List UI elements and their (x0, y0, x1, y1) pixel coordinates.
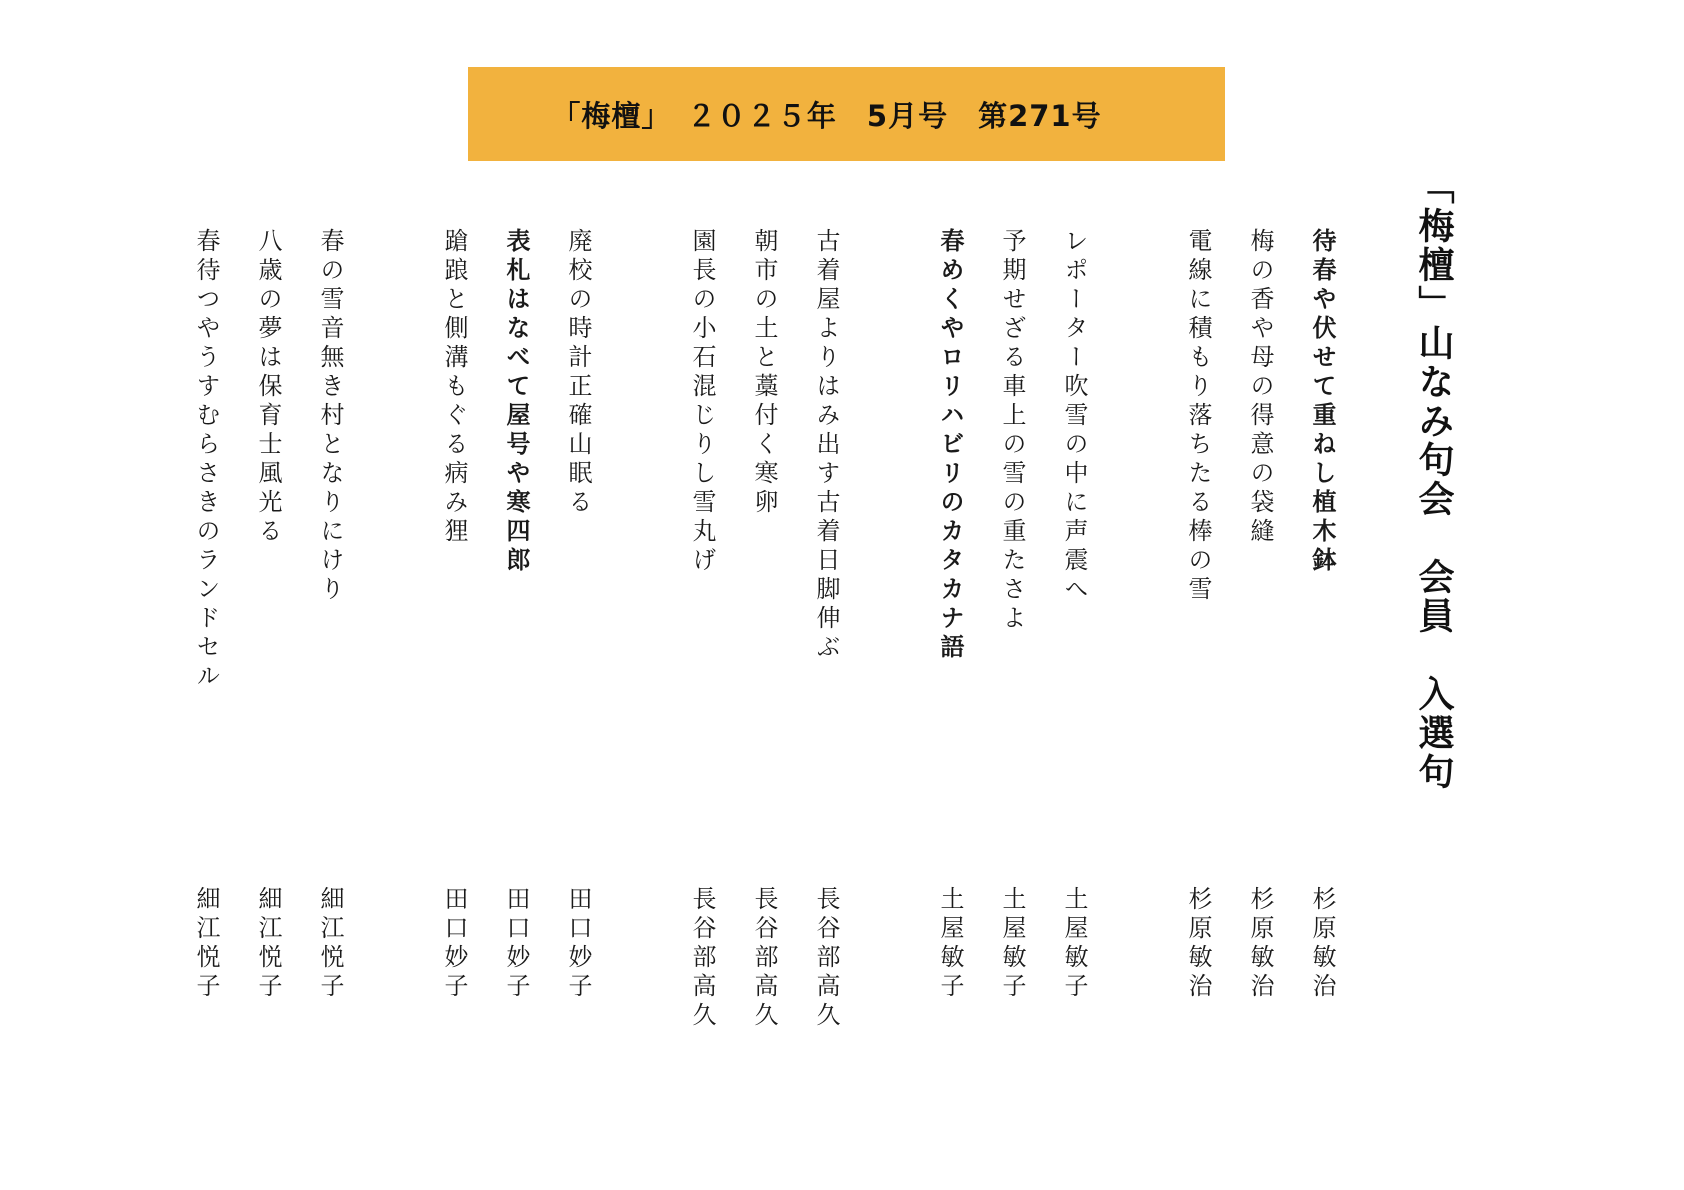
poem-column (248, 0, 288, 1190)
haiku-author: 長谷部高久 (750, 886, 778, 1031)
poem-column (496, 0, 536, 1190)
poem-column (806, 0, 846, 1190)
haiku-text: 園長の小石混じりし雪丸げ (688, 228, 716, 576)
poem-column (434, 0, 474, 1190)
haiku-author: 土屋敏子 (936, 886, 964, 1002)
haiku-author: 長谷部高久 (812, 886, 840, 1031)
haiku-author: 田口妙子 (440, 886, 468, 1002)
haiku-text: 八歳の夢は保育士風光る (254, 228, 282, 547)
haiku-author: 長谷部高久 (688, 886, 716, 1031)
haiku-author: 土屋敏子 (998, 886, 1026, 1002)
haiku-author: 杉原敏治 (1184, 886, 1212, 1002)
poem-column (1054, 0, 1094, 1190)
poem-column (1240, 0, 1280, 1190)
haiku-author: 杉原敏治 (1308, 886, 1336, 1002)
haiku-text: 電線に積もり落ちたる棒の雪 (1184, 228, 1212, 605)
haiku-author: 田口妙子 (502, 886, 530, 1002)
haiku-text: 予期せざる車上の雪の重たさよ (998, 228, 1026, 634)
haiku-text: 梅の香や母の得意の袋縫 (1246, 228, 1274, 547)
haiku-author: 細江悦子 (254, 886, 282, 1002)
poem-column (744, 0, 784, 1190)
haiku-author: 土屋敏子 (1060, 886, 1088, 1002)
section-heading: 「梅檀」山なみ句会 会員 入選句 (1413, 168, 1454, 792)
haiku-text: 表札はなべて屋号や寒四郎 (502, 228, 531, 576)
poem-column (1178, 0, 1218, 1190)
poem-column (992, 0, 1032, 1190)
haiku-text: 朝市の土と藁付く寒卵 (750, 228, 778, 518)
haiku-text: レポーター吹雪の中に声震へ (1060, 228, 1088, 605)
haiku-text: 春待つやうすむらさきのランドセル (192, 228, 220, 692)
haiku-text: 蹌踉と側溝もぐる病み狸 (440, 228, 468, 547)
haiku-text: 待春や伏せて重ねし植木鉢 (1308, 228, 1337, 576)
poem-column (310, 0, 350, 1190)
haiku-author: 細江悦子 (192, 886, 220, 1002)
poem-column (930, 0, 970, 1190)
haiku-text: 古着屋よりはみ出す古着日脚伸ぶ (812, 228, 840, 663)
haiku-author: 細江悦子 (316, 886, 344, 1002)
haiku-text: 廃校の時計正確山眠る (564, 228, 592, 518)
haiku-author: 杉原敏治 (1246, 886, 1274, 1002)
poem-column (1302, 0, 1342, 1190)
issue-banner-text: 「梅檀」 ２０２５年 5月号 第271号 (551, 98, 1102, 133)
poem-column (186, 0, 226, 1190)
haiku-author: 田口妙子 (564, 886, 592, 1002)
poem-column (682, 0, 722, 1190)
haiku-text: 春めくやロリハビリのカタカナ語 (936, 228, 965, 663)
haiku-text: 春の雪音無き村となりにけり (316, 228, 344, 605)
poem-column (558, 0, 598, 1190)
